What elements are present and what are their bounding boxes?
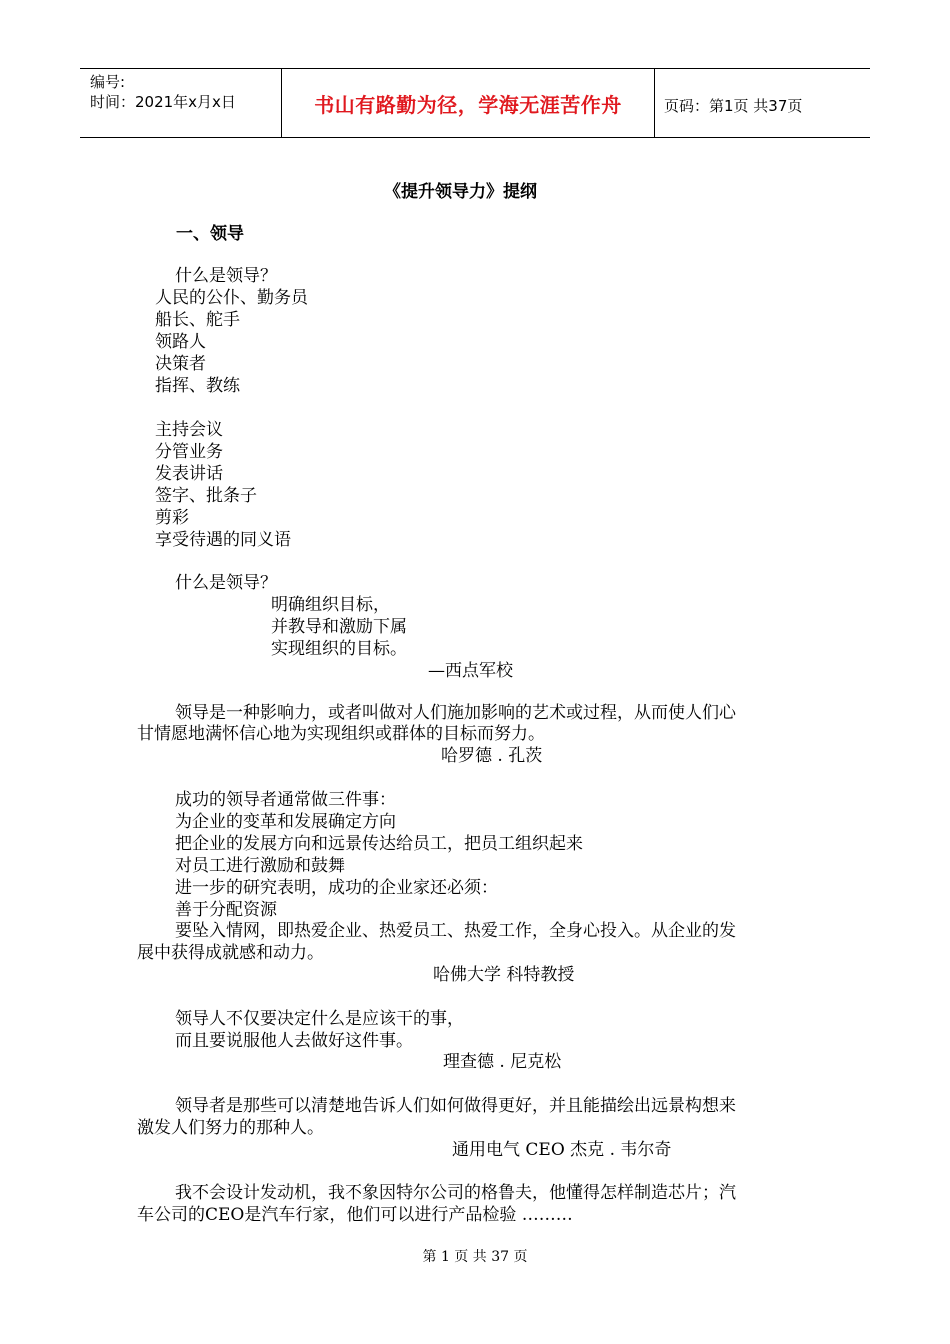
paragraph-line: 进一步的研究表明，成功的企业家还必须： [175, 878, 498, 898]
header-table [80, 68, 870, 138]
section-heading: 一、领导 [176, 224, 244, 244]
list-item: 主持会议 [155, 420, 223, 440]
source-attribution: 理查德 . 尼克松 [443, 1052, 562, 1072]
paragraph-line: 善于分配资源 [175, 900, 277, 920]
list-item: 享受待遇的同义语 [155, 530, 291, 550]
paragraph-line: 把企业的发展方向和远景传达给员工，把员工组织起来 [175, 834, 583, 854]
paragraph-line: 我不会设计发动机，我不象因特尔公司的格鲁夫，他懂得怎样制造芯片；汽 [175, 1183, 736, 1203]
header-left-cell [80, 69, 282, 137]
number-label: 编号: [90, 73, 126, 91]
paragraph-line: 对员工进行激励和鼓舞 [175, 856, 345, 876]
page-info: 页码：第1页 共37页 [664, 97, 803, 115]
paragraph-line: 领导者是那些可以清楚地告诉人们如何做得更好，并且能描绘出远景构想来 [175, 1096, 736, 1116]
definition-line: 实现组织的目标。 [271, 639, 407, 659]
definition-line: 明确组织目标， [271, 595, 390, 615]
paragraph-line: 激发人们努力的那种人。 [137, 1118, 324, 1138]
list-item: 分管业务 [155, 442, 223, 462]
paragraph-line: 甘情愿地满怀信心地为实现组织或群体的目标而努力。 [137, 724, 545, 744]
list-item: 领路人 [155, 332, 206, 352]
list-item: 剪彩 [155, 508, 189, 528]
source-attribution: —西点军校 [428, 661, 513, 681]
paragraph-line: 成功的领导者通常做三件事： [175, 790, 396, 810]
header-middle-cell [282, 69, 655, 137]
list-item: 指挥、教练 [155, 376, 240, 396]
question-1: 什么是领导？ [175, 266, 277, 286]
paragraph-line: 展中获得成就感和动力。 [137, 943, 324, 963]
list-item: 人民的公仆、勤务员 [155, 288, 308, 308]
motto: 书山有路勤为径，学海无涯苦作舟 [314, 92, 622, 117]
paragraph-line: 领导人不仅要决定什么是应该干的事， [175, 1009, 464, 1029]
paragraph-line: 领导是一种影响力，或者叫做对人们施加影响的艺术或过程，从而使人们心 [175, 703, 736, 723]
source-attribution: 哈佛大学 科特教授 [433, 965, 575, 985]
time-label: 时间：2021年x月x日 [90, 93, 236, 111]
question-2: 什么是领导？ [175, 573, 277, 593]
source-attribution: 通用电气 CEO 杰克 . 韦尔奇 [452, 1140, 672, 1160]
source-attribution: 哈罗德 . 孔茨 [441, 746, 543, 766]
definition-line: 并教导和激励下属 [271, 617, 407, 637]
list-item: 签字、批条子 [155, 486, 257, 506]
doc-title: 《提升领导力》提纲 [384, 182, 537, 202]
paragraph-line: 而且要说服他人去做好这件事。 [175, 1031, 413, 1051]
list-item: 决策者 [155, 354, 206, 374]
paragraph-line: 要坠入情网，即热爱企业、热爱员工、热爱工作，全身心投入。从企业的发 [175, 921, 736, 941]
list-item: 发表讲话 [155, 464, 223, 484]
page-footer: 第 1 页 共 37 页 [422, 1249, 528, 1265]
paragraph-line: 车公司的CEO是汽车行家，他们可以进行产品检验 ……… [137, 1205, 573, 1225]
list-item: 船长、舵手 [155, 310, 240, 330]
paragraph-line: 为企业的变革和发展确定方向 [175, 812, 396, 832]
